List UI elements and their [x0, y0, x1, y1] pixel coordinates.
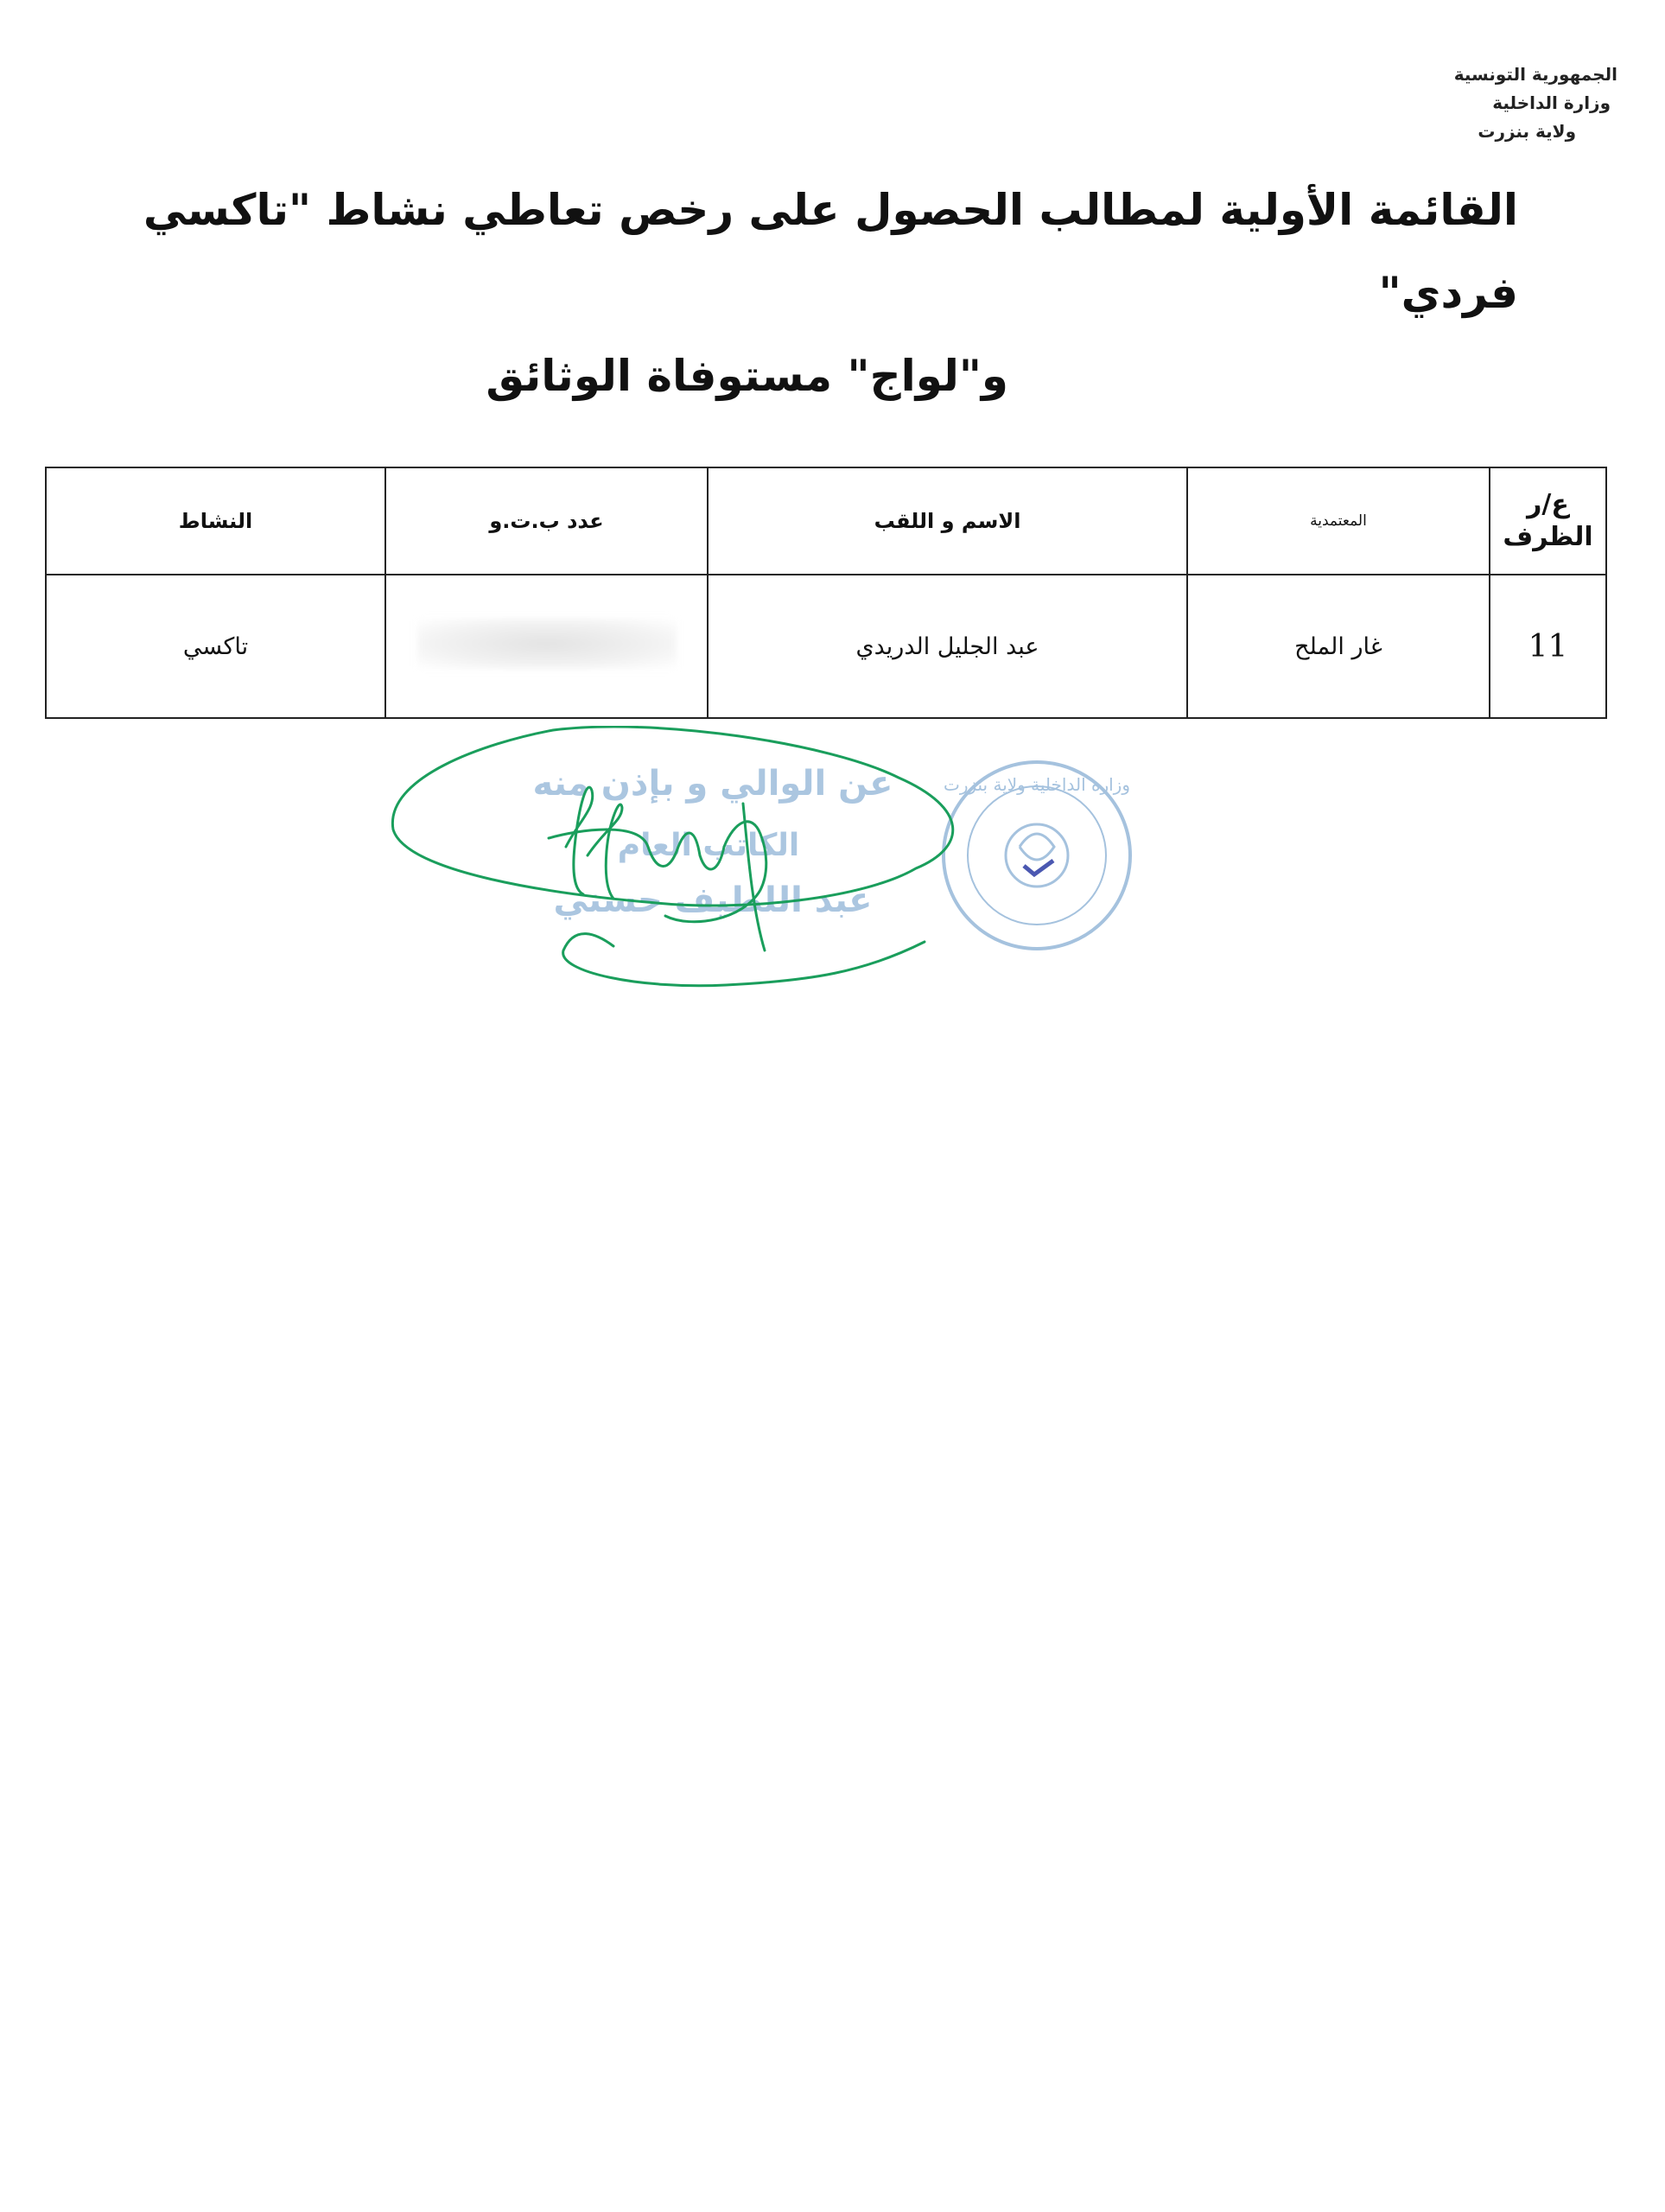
cell-activity: تاكسي — [46, 575, 385, 718]
cell-full-name: عبد الجليل الدريدي — [708, 575, 1187, 718]
header-id-number: عدد ب.ت.و — [385, 467, 708, 575]
cell-id-number — [385, 575, 708, 718]
header-ministry: وزارة الداخلية — [1492, 92, 1611, 113]
header-governorate: ولاية بنزرت — [1478, 121, 1576, 142]
round-seal-icon — [944, 762, 1130, 949]
header-envelope-number: ع/ر الظرف — [1490, 467, 1606, 575]
seal-text: وزارة الداخلية ولاية بنزرت — [943, 774, 1131, 795]
cell-envelope-number: 11 — [1490, 575, 1606, 718]
redacted-id — [417, 619, 677, 669]
letterhead — [1358, 60, 1617, 146]
applicants-table — [45, 467, 1607, 719]
stamp-line-3: عبد اللطيف حسني — [553, 880, 873, 920]
stamp-line-1: عن الوالي و بإذن منه — [532, 764, 893, 804]
header-full-name: الاسم و اللقب — [708, 467, 1187, 575]
header-delegation: المعتمدية — [1187, 467, 1490, 575]
table-header-row — [46, 467, 1606, 575]
header-country: الجمهورية التونسية — [1453, 64, 1617, 85]
table-row — [46, 575, 1606, 718]
title-line-1: القائمة الأولية لمطالب الحصول على رخص تعاطي نشاط "تاكسي فردي" — [143, 185, 1518, 318]
signature-and-stamp — [380, 726, 1158, 994]
blue-checkmark — [1024, 861, 1053, 874]
document-title — [49, 168, 1518, 417]
applicants-table-container — [45, 467, 1605, 719]
cell-delegation: غار الملح — [1187, 575, 1490, 718]
stamp-line-2: الكاتب العام — [617, 828, 800, 863]
title-line-2: و"لواج" مستوفاة الوثائق — [486, 351, 1008, 401]
header-activity: النشاط — [46, 467, 385, 575]
